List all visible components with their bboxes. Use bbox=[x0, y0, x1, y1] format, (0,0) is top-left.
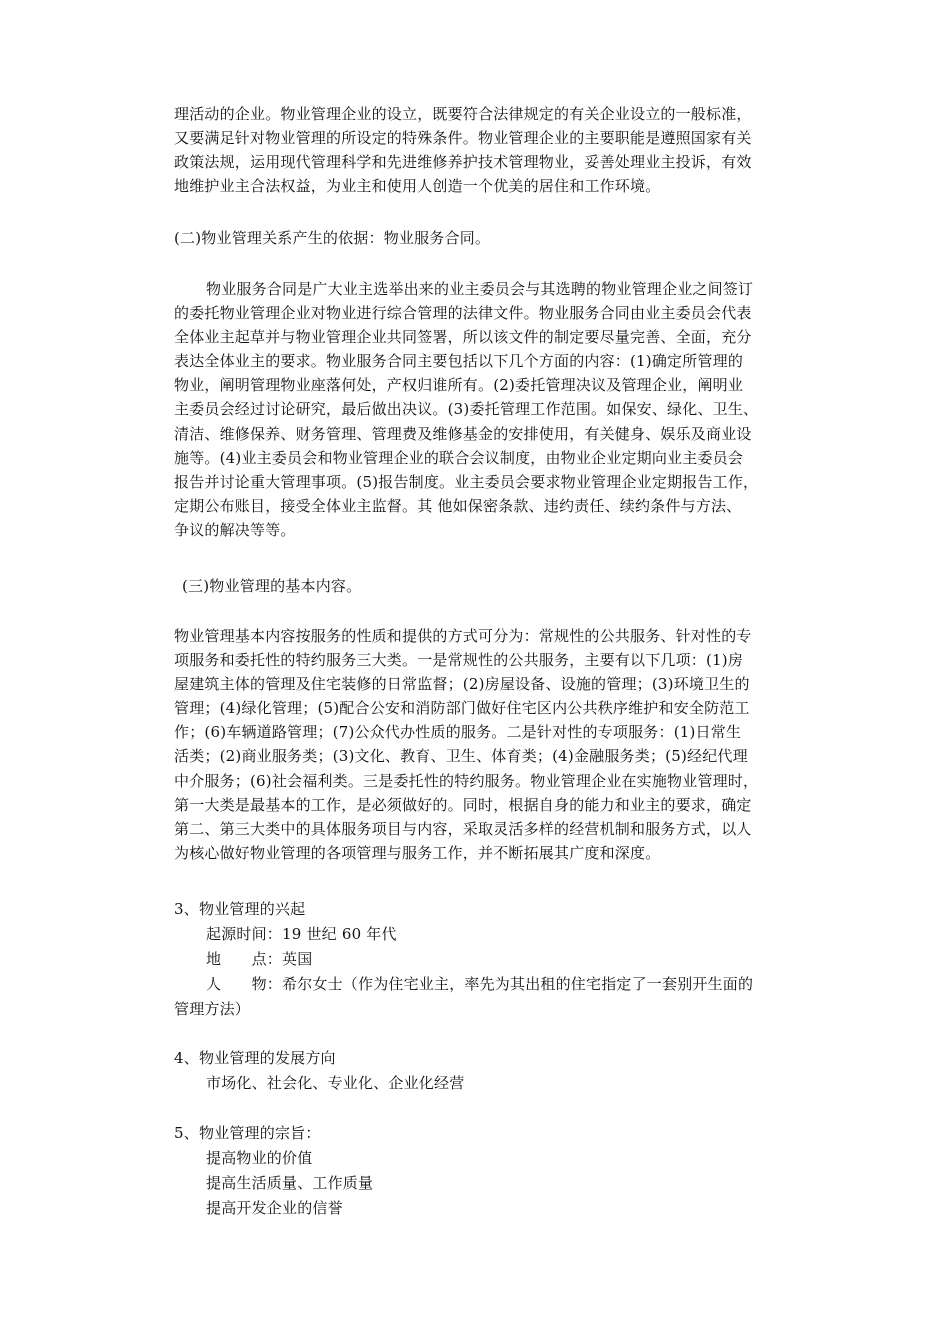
paragraph-line: 第二、第三大类中的具体服务项目与内容，采取灵活多样的经营机制和服务方式，以人 bbox=[174, 819, 752, 838]
paragraph-line: 中介服务；(6)社会福利类。三是委托性的特约服务。物业管理企业在实施物业管理时， bbox=[174, 771, 759, 790]
paragraph-line: 屋建筑主体的管理及住宅装修的日常监督；(2)房屋设备、设施的管理；(3)环境卫生的 bbox=[174, 675, 750, 694]
section-4-title: 4、物业管理的发展方向 bbox=[174, 1049, 336, 1067]
paragraph-line: 理活动的企业。物业管理企业的设立，既要符合法律规定的有关企业设立的一般标准， bbox=[174, 105, 752, 123]
origin-person-continued: 管理方法） bbox=[174, 1000, 251, 1018]
purpose-item: 提高物业的价值 bbox=[206, 1149, 313, 1167]
paragraph-line: 地维护业主合法权益，为业主和使用人创造一个优美的居住和工作环境。 bbox=[174, 177, 661, 196]
paragraph-line: 施等。(4)业主委员会和物业管理企业的联合会议制度，由物业企业定期向业主委员会 bbox=[174, 448, 744, 467]
paragraph-content bbox=[174, 624, 854, 865]
paragraph-line: 的委托物业管理企业对物业进行综合管理的法律文件。物业服务合同由业主委员会代表 bbox=[174, 304, 752, 323]
paragraph-line: 定期公布账目，接受全体业主监督。其 他如保密条款、违约责任、续约条件与方法、 bbox=[174, 496, 742, 515]
origin-time: 起源时间：19 世纪 60 年代 bbox=[206, 925, 397, 943]
section-3-title: 3、物业管理的兴起 bbox=[174, 900, 306, 918]
origin-place: 地 点：英国 bbox=[206, 950, 313, 968]
paragraph-line: 全体业主起草并与物业管理企业共同签署，所以该文件的制定要尽量完善、全面，充分 bbox=[174, 328, 752, 347]
paragraph-line: 主委员会经过讨论研究，最后做出决议。(3)委托管理工作范围。如保安、绿化、卫生、 bbox=[174, 400, 759, 419]
paragraph-line: 物业，阐明管理物业座落何处，产权归谁所有。(2)委托管理决议及管理企业，阐明业 bbox=[174, 376, 744, 395]
paragraph-line: 管理；(4)绿化管理；(5)配合公安和消防部门做好住宅区内公共秩序维护和安全防范工 bbox=[174, 699, 750, 718]
paragraph-line: 又要满足针对物业管理的所设定的特殊条件。物业管理企业的主要职能是遵照国家有关 bbox=[174, 129, 752, 148]
paragraph-line: 报告并讨论重大管理事项。(5)报告制度。业主委员会要求物业管理企业定期报告工作， bbox=[174, 472, 759, 491]
section-heading-3: (三)物业管理的基本内容。 bbox=[182, 577, 362, 595]
paragraph-line: 物业管理基本内容按服务的性质和提供的方式可分为：常规性的公共服务、针对性的专 bbox=[174, 627, 752, 645]
paragraph-contract bbox=[174, 277, 854, 542]
development-direction: 市场化、社会化、专业化、企业化经营 bbox=[206, 1074, 465, 1092]
paragraph-line: 第一大类是最基本的工作，是必须做好的。同时，根据自身的能力和业主的要求，确定 bbox=[174, 795, 752, 814]
purpose-item: 提高开发企业的信誉 bbox=[206, 1199, 343, 1217]
paragraph-line: 政策法规，运用现代管理科学和先进维修养护技术管理物业，妥善处理业主投诉，有效 bbox=[174, 153, 752, 172]
section-5-title: 5、物业管理的宗旨： bbox=[174, 1124, 321, 1142]
paragraph-line: 物业服务合同是广大业主选举出来的业主委员会与其选聘的物业管理企业之间签订 bbox=[206, 280, 754, 298]
paragraph-line: 作；(6)车辆道路管理；(7)公众代办性质的服务。二是针对性的专项服务：(1)日常生 bbox=[174, 723, 742, 742]
paragraph-intro bbox=[174, 102, 854, 198]
purpose-item: 提高生活质量、工作质量 bbox=[206, 1174, 374, 1192]
paragraph-line: 项服务和委托性的特约服务三大类。一是常规性的公共服务，主要有以下几项：(1)房 bbox=[174, 651, 744, 670]
origin-person: 人 物：希尔女士（作为住宅业主，率先为其出租的住宅指定了一套别开生面的 bbox=[206, 975, 754, 993]
paragraph-line: 活类；(2)商业服务类；(3)文化、教育、卫生、体育类；(4)金融服务类；(5)经纪代理 bbox=[174, 747, 748, 766]
paragraph-line: 为核心做好物业管理的各项管理与服务工作，并不断拓展其广度和深度。 bbox=[174, 843, 661, 862]
paragraph-line: 清洁、维修保养、财务管理、管理费及维修基金的安排使用，有关健身、娱乐及商业设 bbox=[174, 424, 752, 443]
paragraph-line: 表达全体业主的要求。物业服务合同主要包括以下几个方面的内容：(1)确定所管理的 bbox=[174, 352, 744, 371]
section-heading-2: (二)物业管理关系产生的依据：物业服务合同。 bbox=[174, 229, 491, 247]
paragraph-line: 争议的解决等等。 bbox=[174, 520, 296, 539]
